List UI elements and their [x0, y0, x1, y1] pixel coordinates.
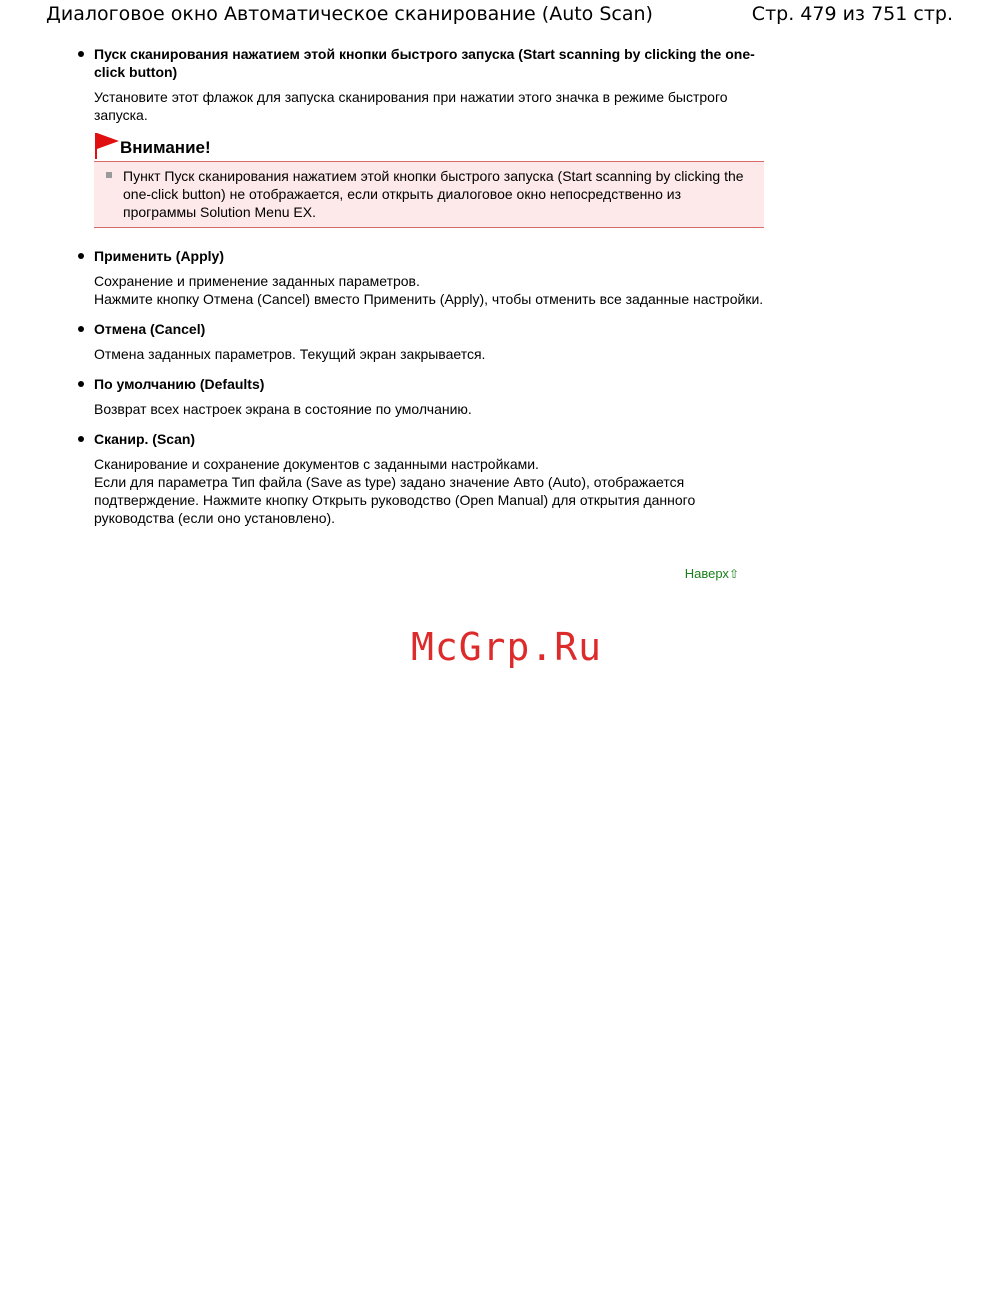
item-description [94, 88, 764, 124]
page-header [0, 0, 1000, 30]
item-title [94, 247, 764, 265]
list-item [94, 430, 764, 527]
square-bullet-icon [106, 172, 112, 178]
item-description-line: Возврат всех настроек экрана в состояние по умолчанию. [94, 401, 472, 417]
document-title: Диалоговое окно Автоматическое сканирование (Auto Scan) [46, 3, 653, 25]
notice-text: Пункт Пуск сканирования нажатием этой кнопки быстрого запуска (Start scanning by clicking the one-click button) не отображается, если открыть диалоговое окно непосредственно из программы Solution Menu EX. [123, 168, 744, 220]
item-description-line: Установите этот флажок для запуска сканирования при нажатии этого значка в режиме быстрого запуска. [94, 89, 728, 123]
item-title-text: Применить (Apply) [94, 248, 224, 264]
item-title-text: Сканир. (Scan) [94, 431, 196, 447]
bullet-icon [78, 253, 84, 259]
red-flag-icon [94, 131, 120, 159]
item-title [94, 320, 764, 338]
item-description-line: Нажмите кнопку Отмена (Cancel) вместо Применить (Apply), чтобы отменить все заданные настройки. [94, 291, 764, 307]
item-description-line: Если для параметра Тип файла (Save as type) задано значение Авто (Auto), отображается подтверждение. Нажмите кнопку Открыть руководство (Open Manual) для открытия данного руководства (если оно установлено). [94, 474, 696, 526]
item-title-text: Отмена (Cancel) [94, 321, 206, 337]
list-item [94, 320, 764, 363]
item-title [94, 45, 764, 81]
item-title-text: По умолчанию (Defaults) [94, 376, 265, 392]
item-description-line: Сохранение и применение заданных параметров. [94, 273, 420, 289]
arrow-up-icon[interactable]: ⇧ [728, 567, 739, 581]
notice-header [94, 137, 764, 162]
bullet-icon [78, 381, 84, 387]
item-title-text: Пуск сканирования нажатием этой кнопки быстрого запуска (Start scanning by clicking the one-click button) [94, 46, 755, 80]
notice-box [94, 137, 764, 228]
item-description [94, 345, 764, 363]
list-item [94, 375, 764, 418]
item-description-line: Сканирование и сохранение документов с заданными настройками. [94, 456, 539, 472]
item-title [94, 375, 764, 393]
notice-title: Внимание! [120, 138, 211, 157]
watermark-logo: McGrp.Ru [410, 625, 603, 669]
list-item [94, 45, 764, 124]
item-description [94, 400, 764, 418]
bullet-icon [78, 326, 84, 332]
main-content [94, 45, 764, 581]
item-description-line: Отмена заданных параметров. Текущий экран закрывается. [94, 346, 486, 362]
item-description [94, 272, 764, 308]
back-to-top-label[interactable]: Наверх [684, 566, 729, 581]
item-title [94, 430, 764, 448]
bullet-icon [78, 51, 84, 57]
page-indicator: Стр. 479 из 751 стр. [751, 3, 953, 25]
bullet-icon [78, 436, 84, 442]
item-description [94, 455, 764, 527]
list-item [94, 247, 764, 308]
notice-body [94, 162, 764, 228]
back-to-top-link[interactable] [94, 565, 739, 583]
